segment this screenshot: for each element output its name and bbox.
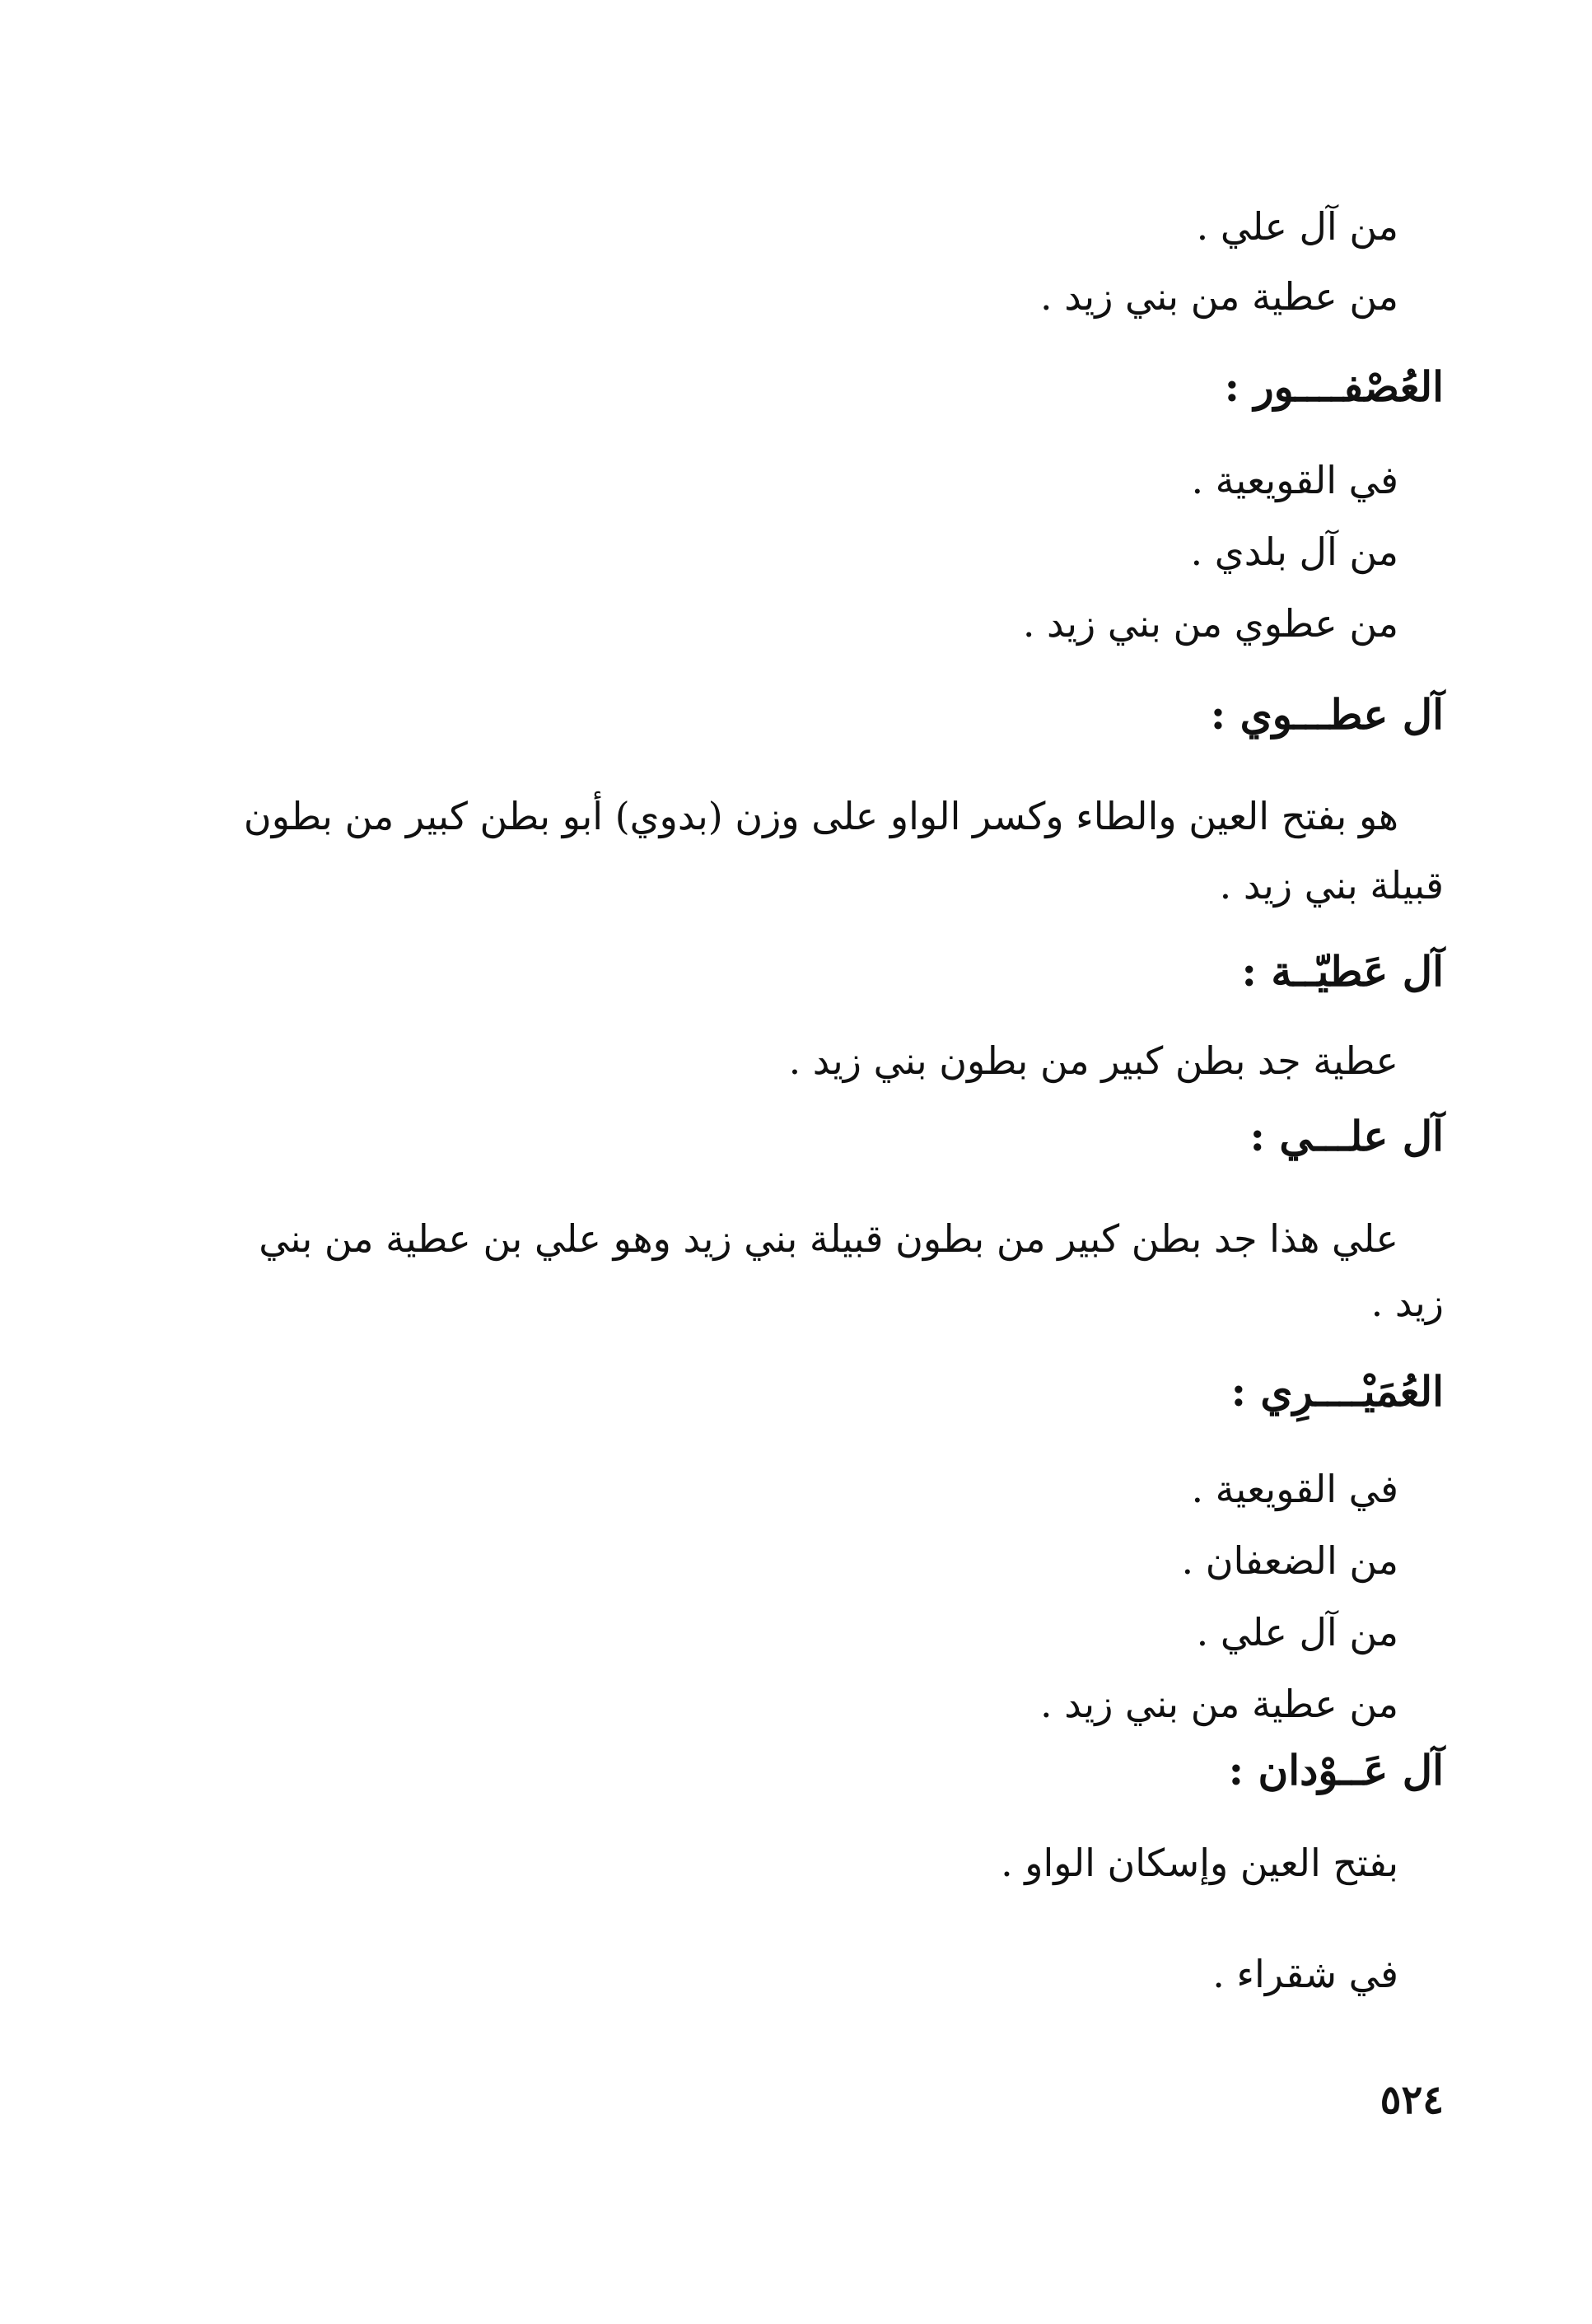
text-line: عطية جد بطن كبير من بطون بني زيد . xyxy=(788,1038,1398,1083)
paragraph-line: زيد . xyxy=(1370,1281,1444,1325)
text-line: من الضعفان . xyxy=(1181,1538,1398,1583)
paragraph-line: علي هذا جد بطن كبير من بطون قبيلة بني زيد وهو علي بن عطية من بني xyxy=(259,1216,1398,1261)
text-line: في القويعية . xyxy=(1191,458,1398,502)
text-line: من عطوي من بني زيد . xyxy=(1022,601,1398,646)
entry-heading: آل عَطيّــة : xyxy=(1241,947,1444,996)
entry-heading: العُصْفــــور : xyxy=(1224,362,1444,411)
paragraph-line: قبيلة بني زيد . xyxy=(1219,863,1444,908)
text-line: من عطية من بني زيد . xyxy=(1040,1682,1398,1726)
text-line: في شقراء . xyxy=(1212,1952,1398,1996)
entry-heading: آل عَــوْدان : xyxy=(1228,1746,1444,1794)
text-line: بفتح العين وإسكان الواو . xyxy=(1001,1841,1398,1885)
text-line: في القويعية . xyxy=(1191,1467,1398,1511)
text-line: من آل علي . xyxy=(1196,1610,1398,1654)
page-number: ٥٢٤ xyxy=(1380,2077,1444,2123)
entry-heading: آل عطـــوي : xyxy=(1210,690,1444,739)
text-line: من آل بلدي . xyxy=(1190,530,1398,574)
paragraph-line: هو بفتح العين والطاء وكسر الواو على وزن (بدوي) أبو بطن كبير من بطون xyxy=(243,794,1398,838)
text-line: من آل علي . xyxy=(1196,204,1398,249)
entry-heading: العُمَيْــــرِي : xyxy=(1230,1367,1444,1416)
text-line: من عطية من بني زيد . xyxy=(1040,274,1398,319)
entry-heading: آل علـــي : xyxy=(1249,1112,1444,1160)
